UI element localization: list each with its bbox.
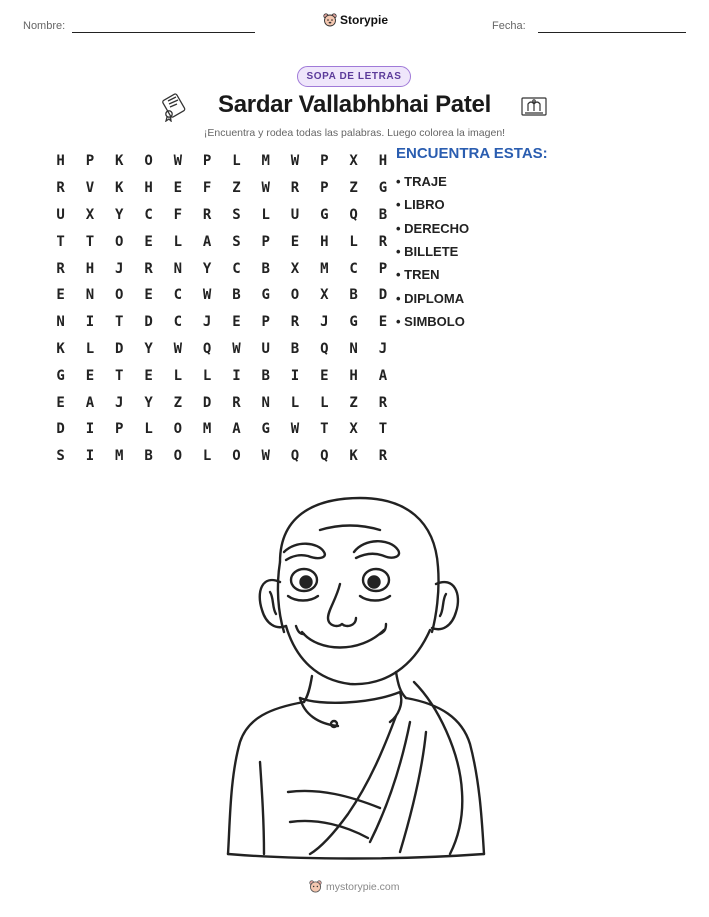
grid-row: [46, 416, 398, 443]
grid-letter[interactable]: H: [378, 153, 388, 170]
grid-letter[interactable]: D: [378, 287, 388, 304]
grid-letter[interactable]: A: [378, 367, 388, 384]
landmark-building-icon: [519, 94, 549, 120]
storypie-logo: [323, 13, 388, 27]
grid-letter[interactable]: L: [349, 233, 358, 250]
grid-letter[interactable]: R: [202, 206, 212, 223]
grid-letter[interactable]: B: [378, 206, 388, 223]
grid-letter[interactable]: G: [349, 314, 358, 331]
grid-letter[interactable]: T: [85, 233, 95, 250]
grid-row: [46, 389, 398, 416]
grid-letter[interactable]: I: [85, 314, 95, 331]
grid-letter[interactable]: J: [115, 394, 124, 411]
grid-row: [46, 175, 398, 202]
grid-letter[interactable]: W: [290, 153, 300, 170]
grid-letter[interactable]: X: [290, 260, 300, 277]
grid-letter[interactable]: S: [56, 448, 65, 465]
grid-letter[interactable]: J: [115, 260, 124, 277]
grid-letter[interactable]: C: [173, 314, 183, 331]
grid-letter[interactable]: E: [56, 287, 65, 304]
grid-letter[interactable]: S: [232, 206, 241, 223]
grid-letter[interactable]: I: [290, 367, 300, 384]
grid-letter[interactable]: I: [85, 448, 95, 465]
grid-letter[interactable]: Z: [173, 394, 183, 411]
grid-letter[interactable]: I: [232, 367, 241, 384]
word-list: [396, 170, 469, 333]
grid-letter[interactable]: B: [261, 260, 270, 277]
grid-letter[interactable]: H: [320, 233, 329, 250]
grid-letter[interactable]: X: [85, 206, 95, 223]
grid-letter[interactable]: F: [173, 206, 183, 223]
grid-letter[interactable]: U: [56, 206, 65, 223]
grid-letter[interactable]: W: [173, 153, 183, 170]
word-list-heading: ENCUENTRA ESTAS:: [396, 145, 548, 162]
grid-letter[interactable]: D: [144, 314, 153, 331]
grid-row: [46, 336, 398, 363]
grid-letter[interactable]: A: [232, 421, 241, 438]
grid-letter[interactable]: E: [85, 367, 95, 384]
grid-letter[interactable]: G: [320, 206, 329, 223]
grid-letter[interactable]: Q: [290, 448, 300, 465]
grid-letter[interactable]: T: [115, 367, 124, 384]
grid-letter[interactable]: F: [202, 180, 212, 197]
grid-letter[interactable]: H: [349, 367, 358, 384]
grid-letter[interactable]: O: [290, 287, 300, 304]
grid-letter[interactable]: D: [115, 340, 124, 357]
grid-letter[interactable]: M: [115, 448, 124, 465]
grid-letter[interactable]: B: [290, 340, 300, 357]
grid-letter[interactable]: E: [320, 367, 329, 384]
grid-letter[interactable]: D: [202, 394, 212, 411]
grid-letter[interactable]: O: [115, 233, 124, 250]
grid-letter[interactable]: P: [320, 153, 329, 170]
bear-logo-icon: [309, 880, 322, 893]
grid-letter[interactable]: Q: [320, 340, 329, 357]
bear-logo-icon: [323, 13, 337, 27]
grid-letter[interactable]: V: [85, 180, 95, 197]
grid-letter[interactable]: B: [261, 367, 270, 384]
grid-row: [46, 443, 398, 470]
grid-row: [46, 362, 398, 389]
grid-letter[interactable]: Y: [115, 206, 124, 223]
grid-letter[interactable]: P: [320, 180, 329, 197]
grid-letter[interactable]: R: [232, 394, 241, 411]
grid-letter[interactable]: L: [144, 421, 153, 438]
grid-letter[interactable]: X: [320, 287, 329, 304]
grid-letter[interactable]: Y: [144, 394, 153, 411]
grid-row: [46, 255, 398, 282]
grid-letter[interactable]: M: [320, 260, 329, 277]
grid-letter[interactable]: L: [232, 153, 241, 170]
activity-badge: SOPA DE LETRAS: [297, 66, 411, 87]
grid-letter[interactable]: G: [261, 287, 270, 304]
grid-letter[interactable]: E: [173, 180, 183, 197]
grid-letter[interactable]: R: [290, 180, 300, 197]
grid-letter[interactable]: L: [202, 367, 212, 384]
brand-name: Storypie: [340, 13, 389, 27]
grid-letter[interactable]: D: [56, 421, 65, 438]
date-field-line[interactable]: [538, 32, 686, 33]
word-item: • BILLETE: [396, 244, 459, 260]
grid-letter[interactable]: X: [349, 421, 358, 438]
grid-letter[interactable]: T: [115, 314, 124, 331]
grid-letter[interactable]: G: [261, 421, 270, 438]
grid-letter[interactable]: O: [115, 287, 124, 304]
grid-letter[interactable]: R: [56, 260, 65, 277]
grid-letter[interactable]: B: [232, 287, 241, 304]
grid-letter[interactable]: C: [173, 287, 183, 304]
grid-letter[interactable]: R: [378, 448, 388, 465]
grid-letter[interactable]: Q: [202, 340, 212, 357]
grid-letter[interactable]: U: [290, 206, 300, 223]
grid-letter[interactable]: L: [320, 394, 329, 411]
grid-letter[interactable]: L: [261, 206, 270, 223]
grid-letter[interactable]: X: [349, 153, 358, 170]
grid-letter[interactable]: L: [85, 340, 95, 357]
name-label: Nombre:: [23, 20, 66, 32]
grid-letter[interactable]: Q: [349, 206, 358, 223]
grid-letter[interactable]: Y: [202, 260, 212, 277]
grid-letter[interactable]: W: [261, 448, 270, 465]
grid-letter[interactable]: B: [144, 448, 153, 465]
word-search-grid[interactable]: [46, 148, 398, 470]
grid-letter[interactable]: J: [202, 314, 212, 331]
grid-letter[interactable]: W: [173, 340, 183, 357]
word-item: • DIPLOMA: [396, 290, 465, 306]
grid-letter[interactable]: E: [144, 233, 153, 250]
grid-letter[interactable]: R: [378, 233, 388, 250]
grid-letter[interactable]: L: [173, 233, 183, 250]
grid-letter[interactable]: O: [144, 153, 153, 170]
grid-letter[interactable]: H: [85, 260, 95, 277]
word-item: • SIMBOLO: [396, 313, 465, 329]
grid-row: [46, 282, 398, 309]
grid-letter[interactable]: I: [85, 421, 95, 438]
word-item: • TREN: [396, 267, 440, 283]
grid-letter[interactable]: L: [173, 367, 183, 384]
page-title: Sardar Vallabhbhai Patel: [218, 91, 491, 118]
grid-letter[interactable]: O: [232, 448, 241, 465]
grid-row: [46, 228, 398, 255]
grid-letter[interactable]: E: [290, 233, 300, 250]
grid-letter[interactable]: K: [56, 340, 65, 357]
grid-letter[interactable]: Y: [144, 340, 153, 357]
grid-row: [46, 202, 398, 229]
grid-letter[interactable]: P: [85, 153, 95, 170]
grid-letter[interactable]: Z: [349, 180, 358, 197]
coloring-portrait-image: [200, 492, 510, 862]
grid-letter[interactable]: E: [232, 314, 241, 331]
grid-letter[interactable]: C: [144, 206, 153, 223]
grid-letter[interactable]: P: [115, 421, 124, 438]
grid-letter[interactable]: T: [378, 421, 388, 438]
grid-letter[interactable]: J: [378, 340, 388, 357]
grid-letter[interactable]: Z: [232, 180, 241, 197]
grid-letter[interactable]: R: [144, 260, 153, 277]
grid-letter[interactable]: Q: [320, 448, 329, 465]
grid-letter[interactable]: L: [290, 394, 300, 411]
grid-letter[interactable]: P: [261, 233, 270, 250]
grid-letter[interactable]: N: [349, 340, 358, 357]
grid-letter[interactable]: E: [378, 314, 388, 331]
grid-letter[interactable]: H: [144, 180, 153, 197]
grid-letter[interactable]: N: [85, 287, 95, 304]
grid-letter[interactable]: M: [261, 153, 270, 170]
grid-letter[interactable]: K: [115, 153, 124, 170]
grid-letter[interactable]: E: [144, 367, 153, 384]
grid-letter[interactable]: A: [202, 233, 212, 250]
grid-letter[interactable]: N: [56, 314, 65, 331]
grid-letter[interactable]: L: [202, 448, 212, 465]
grid-letter[interactable]: O: [173, 421, 183, 438]
grid-letter[interactable]: N: [261, 394, 270, 411]
grid-letter[interactable]: P: [202, 153, 212, 170]
grid-letter[interactable]: G: [56, 367, 65, 384]
word-item: • DERECHO: [396, 220, 470, 236]
date-label: Fecha:: [492, 20, 526, 32]
grid-letter[interactable]: J: [320, 314, 329, 331]
grid-letter[interactable]: E: [56, 394, 65, 411]
grid-letter[interactable]: P: [261, 314, 270, 331]
grid-letter[interactable]: C: [349, 260, 358, 277]
grid-letter[interactable]: G: [378, 180, 388, 197]
word-item: • TRAJE: [396, 174, 447, 190]
grid-letter[interactable]: T: [320, 421, 329, 438]
footer-site: mystorypie.com: [326, 880, 400, 893]
grid-letter[interactable]: M: [202, 421, 212, 438]
word-item: • LIBRO: [396, 197, 445, 213]
grid-letter[interactable]: S: [232, 233, 241, 250]
grid-letter[interactable]: T: [56, 233, 65, 250]
instructions: ¡Encuentra y rodea todas las palabras. Luego colorea la imagen!: [203, 127, 506, 139]
grid-letter[interactable]: R: [378, 394, 388, 411]
grid-letter[interactable]: W: [232, 340, 241, 357]
grid-letter[interactable]: B: [349, 287, 358, 304]
name-field-line[interactable]: [72, 32, 255, 33]
footer: [309, 880, 400, 893]
grid-letter[interactable]: W: [261, 180, 270, 197]
grid-letter[interactable]: E: [144, 287, 153, 304]
grid-letter[interactable]: H: [56, 153, 65, 170]
grid-letter[interactable]: R: [56, 180, 65, 197]
grid-letter[interactable]: W: [290, 421, 300, 438]
grid-letter[interactable]: R: [290, 314, 300, 331]
grid-letter[interactable]: O: [173, 448, 183, 465]
grid-letter[interactable]: U: [261, 340, 270, 357]
grid-letter[interactable]: W: [202, 287, 212, 304]
grid-letter[interactable]: A: [85, 394, 95, 411]
grid-letter[interactable]: C: [232, 260, 241, 277]
grid-letter[interactable]: K: [115, 180, 124, 197]
grid-row: [46, 148, 398, 175]
grid-letter[interactable]: K: [349, 448, 358, 465]
grid-letter[interactable]: P: [378, 260, 388, 277]
grid-letter[interactable]: Z: [349, 394, 358, 411]
grid-row: [46, 309, 398, 336]
grid-letter[interactable]: N: [173, 260, 183, 277]
